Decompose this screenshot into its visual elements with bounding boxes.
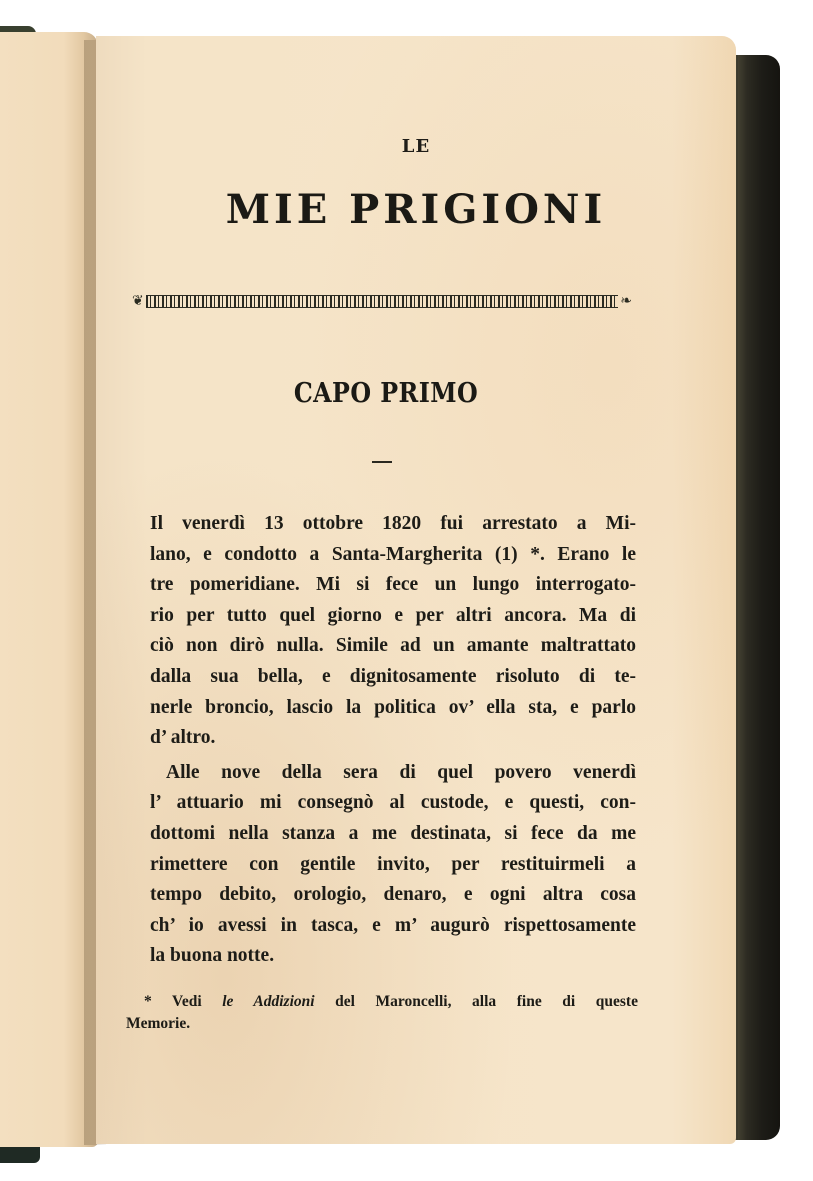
text-line: d’ altro. [150, 727, 216, 749]
text-line: Alle nove della sera di quel povero venerdì [166, 761, 636, 783]
text-line: nerle broncio, lascio la politica ov’ ella sta, e parlo [150, 696, 636, 718]
ornament-left-icon: ❦ [132, 293, 144, 309]
text-line: la buona notte. [150, 945, 275, 967]
footnote-text: del Maroncelli, alla fine di queste [314, 993, 638, 1010]
title-article: LE [401, 136, 431, 157]
chapter-heading: CAPO PRIMO [293, 378, 479, 409]
text-line: rio per tutto quel giorno e per altri ancora. Ma di [150, 604, 636, 626]
ornament-right-icon: ❧ [620, 293, 632, 309]
ornament-chain [146, 295, 619, 308]
book-page [96, 36, 736, 1144]
footnote [126, 991, 638, 1035]
body-text [150, 509, 636, 972]
footnote-italic-ref: le Addizioni [222, 993, 315, 1010]
text-line: lano, e condotto a Santa-Margherita (1) *. Erano le [150, 543, 636, 565]
text-line: l’ attuario mi consegnò al custode, e questi, con- [150, 792, 636, 814]
footnote-marker: * [144, 993, 152, 1010]
footnote-line-1 [126, 991, 638, 1013]
chapter-separator [372, 461, 392, 463]
decorative-chain-rule [132, 293, 632, 309]
text-line: rimettere con gentile invito, per restituirmeli a [150, 853, 636, 875]
text-line: tempo debito, orologio, denaro, e ogni altra cosa [150, 884, 636, 906]
text-line: Il venerdì 13 ottobre 1820 fui arrestato a Mi- [150, 513, 636, 534]
text-line: ch’ io avessi in tasca, e m’ augurò rispettosamente [150, 914, 636, 936]
text-line: tre pomeridiane. Mi si fece un lungo interrogato- [150, 574, 636, 596]
text-line: dalla sua bella, e dignitosamente risoluto di te- [150, 665, 636, 687]
paragraph-2 [150, 758, 636, 972]
book-title: MIE PRIGIONI [225, 186, 607, 233]
footnote-line-2: Memorie. [126, 1015, 191, 1032]
text-line: ciò non dirò nulla. Simile ad un amante maltrattato [150, 635, 636, 657]
text-line: dottomi nella stanza a me destinata, si fece da me [150, 822, 636, 844]
paragraph-1 [150, 509, 636, 754]
footnote-text: Vedi [151, 993, 223, 1010]
